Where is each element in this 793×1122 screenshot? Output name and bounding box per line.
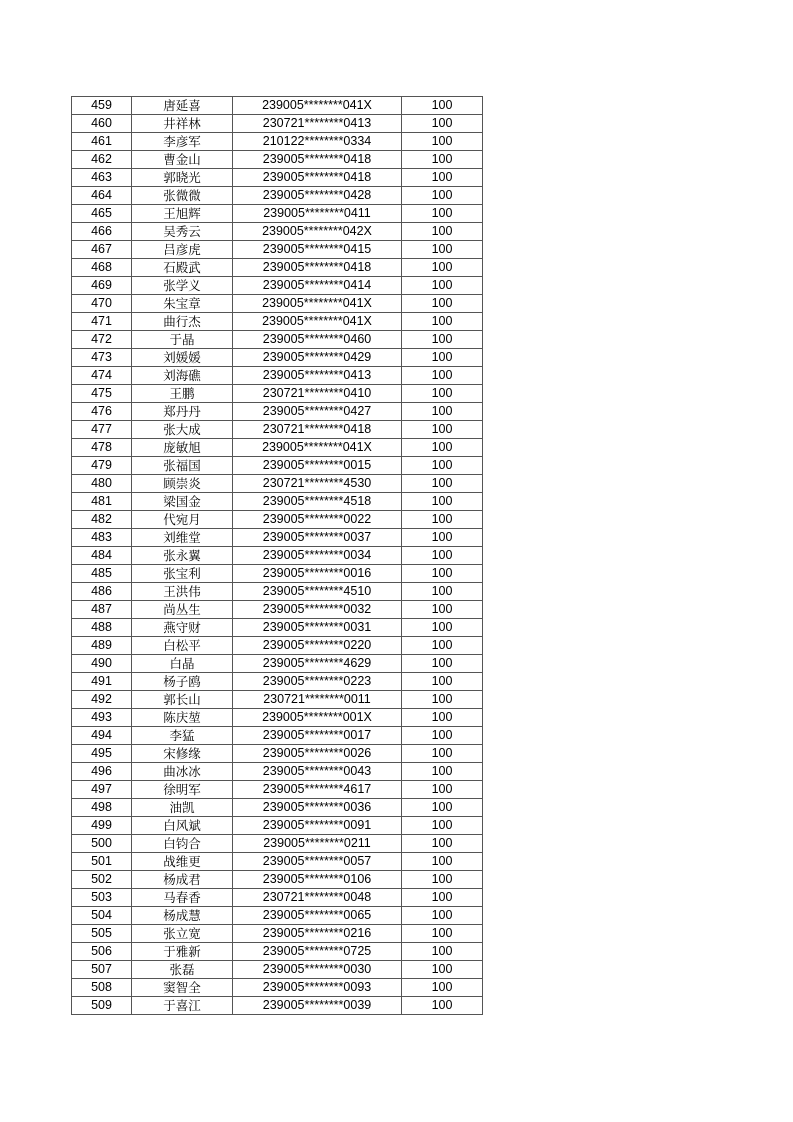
id-number: 239005********0413 (233, 367, 402, 385)
person-name: 郑丹丹 (132, 403, 233, 421)
score-value: 100 (402, 97, 483, 115)
table-row (72, 493, 483, 511)
score-value: 100 (402, 511, 483, 529)
score-value: 100 (402, 961, 483, 979)
row-number: 481 (72, 493, 132, 511)
row-number: 484 (72, 547, 132, 565)
person-name: 于晶 (132, 331, 233, 349)
table-row (72, 601, 483, 619)
table-row (72, 817, 483, 835)
table-row (72, 637, 483, 655)
id-number: 239005********0411 (233, 205, 402, 223)
score-value: 100 (402, 655, 483, 673)
table-row (72, 583, 483, 601)
id-number: 239005********0415 (233, 241, 402, 259)
score-value: 100 (402, 619, 483, 637)
table-row (72, 421, 483, 439)
table-row (72, 313, 483, 331)
table-row (72, 259, 483, 277)
score-value: 100 (402, 925, 483, 943)
score-value: 100 (402, 439, 483, 457)
row-number: 483 (72, 529, 132, 547)
table-row (72, 547, 483, 565)
person-name: 于喜江 (132, 997, 233, 1015)
person-name: 燕守财 (132, 619, 233, 637)
score-value: 100 (402, 853, 483, 871)
row-number: 499 (72, 817, 132, 835)
row-number: 494 (72, 727, 132, 745)
row-number: 467 (72, 241, 132, 259)
table-row (72, 763, 483, 781)
person-name: 刘维堂 (132, 529, 233, 547)
roster-table (71, 96, 483, 1015)
score-value: 100 (402, 691, 483, 709)
person-name: 李猛 (132, 727, 233, 745)
person-name: 石殿武 (132, 259, 233, 277)
table-row (72, 691, 483, 709)
person-name: 白松平 (132, 637, 233, 655)
id-number: 239005********0211 (233, 835, 402, 853)
table-row (72, 889, 483, 907)
person-name: 唐延喜 (132, 97, 233, 115)
table-row (72, 565, 483, 583)
id-number: 230721********0011 (233, 691, 402, 709)
person-name: 张微微 (132, 187, 233, 205)
row-number: 480 (72, 475, 132, 493)
id-number: 239005********4617 (233, 781, 402, 799)
table-row (72, 187, 483, 205)
person-name: 杨子鸥 (132, 673, 233, 691)
id-number: 230721********0413 (233, 115, 402, 133)
row-number: 461 (72, 133, 132, 151)
person-name: 朱宝章 (132, 295, 233, 313)
id-number: 239005********0223 (233, 673, 402, 691)
id-number: 239005********0036 (233, 799, 402, 817)
table-row (72, 241, 483, 259)
row-number: 473 (72, 349, 132, 367)
score-value: 100 (402, 673, 483, 691)
score-value: 100 (402, 727, 483, 745)
person-name: 白晶 (132, 655, 233, 673)
score-value: 100 (402, 529, 483, 547)
row-number: 479 (72, 457, 132, 475)
person-name: 李彦军 (132, 133, 233, 151)
id-number: 239005********0418 (233, 151, 402, 169)
row-number: 470 (72, 295, 132, 313)
person-name: 郭晓光 (132, 169, 233, 187)
id-number: 239005********0015 (233, 457, 402, 475)
person-name: 战维更 (132, 853, 233, 871)
score-value: 100 (402, 349, 483, 367)
row-number: 459 (72, 97, 132, 115)
table-row (72, 709, 483, 727)
person-name: 张立宽 (132, 925, 233, 943)
row-number: 501 (72, 853, 132, 871)
id-number: 239005********0037 (233, 529, 402, 547)
id-number: 239005********4510 (233, 583, 402, 601)
score-value: 100 (402, 367, 483, 385)
person-name: 郭长山 (132, 691, 233, 709)
row-number: 493 (72, 709, 132, 727)
row-number: 488 (72, 619, 132, 637)
score-value: 100 (402, 943, 483, 961)
score-value: 100 (402, 745, 483, 763)
id-number: 230721********4530 (233, 475, 402, 493)
table-row (72, 511, 483, 529)
person-name: 白风斌 (132, 817, 233, 835)
person-name: 陈庆堃 (132, 709, 233, 727)
id-number: 210122********0334 (233, 133, 402, 151)
person-name: 杨成君 (132, 871, 233, 889)
score-value: 100 (402, 871, 483, 889)
table-row (72, 115, 483, 133)
id-number: 239005********041X (233, 97, 402, 115)
score-value: 100 (402, 709, 483, 727)
table-row (72, 799, 483, 817)
table-row (72, 349, 483, 367)
score-value: 100 (402, 457, 483, 475)
person-name: 王旭辉 (132, 205, 233, 223)
table-row (72, 475, 483, 493)
person-name: 庞敏旭 (132, 439, 233, 457)
id-number: 239005********0418 (233, 259, 402, 277)
id-number: 239005********0022 (233, 511, 402, 529)
person-name: 刘海礁 (132, 367, 233, 385)
table-row (72, 943, 483, 961)
row-number: 462 (72, 151, 132, 169)
table-row (72, 403, 483, 421)
score-value: 100 (402, 259, 483, 277)
id-number: 239005********0093 (233, 979, 402, 997)
row-number: 506 (72, 943, 132, 961)
id-number: 239005********0725 (233, 943, 402, 961)
table-row (72, 727, 483, 745)
table-row (72, 979, 483, 997)
id-number: 230721********0418 (233, 421, 402, 439)
row-number: 496 (72, 763, 132, 781)
row-number: 471 (72, 313, 132, 331)
row-number: 487 (72, 601, 132, 619)
score-value: 100 (402, 493, 483, 511)
score-value: 100 (402, 907, 483, 925)
id-number: 239005********0016 (233, 565, 402, 583)
table-row (72, 907, 483, 925)
row-number: 491 (72, 673, 132, 691)
row-number: 469 (72, 277, 132, 295)
row-number: 482 (72, 511, 132, 529)
id-number: 239005********0428 (233, 187, 402, 205)
person-name: 王洪伟 (132, 583, 233, 601)
score-value: 100 (402, 763, 483, 781)
score-value: 100 (402, 277, 483, 295)
table-row (72, 529, 483, 547)
table-row (72, 367, 483, 385)
row-number: 476 (72, 403, 132, 421)
id-number: 239005********0414 (233, 277, 402, 295)
id-number: 239005********0065 (233, 907, 402, 925)
score-value: 100 (402, 547, 483, 565)
person-name: 窦智全 (132, 979, 233, 997)
id-number: 239005********0017 (233, 727, 402, 745)
row-number: 490 (72, 655, 132, 673)
id-number: 239005********0032 (233, 601, 402, 619)
table-row (72, 223, 483, 241)
id-number: 239005********0427 (233, 403, 402, 421)
row-number: 468 (72, 259, 132, 277)
person-name: 张学义 (132, 277, 233, 295)
score-value: 100 (402, 187, 483, 205)
row-number: 475 (72, 385, 132, 403)
id-number: 239005********0460 (233, 331, 402, 349)
table-row (72, 457, 483, 475)
score-value: 100 (402, 403, 483, 421)
table-row (72, 295, 483, 313)
table-row (72, 133, 483, 151)
score-value: 100 (402, 223, 483, 241)
row-number: 500 (72, 835, 132, 853)
table-row (72, 205, 483, 223)
person-name: 梁国金 (132, 493, 233, 511)
score-value: 100 (402, 997, 483, 1015)
row-number: 508 (72, 979, 132, 997)
row-number: 472 (72, 331, 132, 349)
table-row (72, 439, 483, 457)
table-row (72, 997, 483, 1015)
id-number: 239005********4518 (233, 493, 402, 511)
score-value: 100 (402, 817, 483, 835)
row-number: 464 (72, 187, 132, 205)
table-row (72, 745, 483, 763)
roster-table-body (72, 97, 483, 1015)
id-number: 239005********0031 (233, 619, 402, 637)
row-number: 502 (72, 871, 132, 889)
score-value: 100 (402, 205, 483, 223)
row-number: 505 (72, 925, 132, 943)
id-number: 239005********0030 (233, 961, 402, 979)
person-name: 马春香 (132, 889, 233, 907)
score-value: 100 (402, 637, 483, 655)
person-name: 曲行杰 (132, 313, 233, 331)
score-value: 100 (402, 835, 483, 853)
person-name: 徐明军 (132, 781, 233, 799)
table-row (72, 619, 483, 637)
table-row (72, 835, 483, 853)
id-number: 239005********041X (233, 295, 402, 313)
row-number: 498 (72, 799, 132, 817)
person-name: 张宝利 (132, 565, 233, 583)
person-name: 曲冰冰 (132, 763, 233, 781)
row-number: 477 (72, 421, 132, 439)
person-name: 井祥林 (132, 115, 233, 133)
score-value: 100 (402, 421, 483, 439)
row-number: 507 (72, 961, 132, 979)
table-row (72, 925, 483, 943)
row-number: 486 (72, 583, 132, 601)
row-number: 478 (72, 439, 132, 457)
table-row (72, 961, 483, 979)
score-value: 100 (402, 313, 483, 331)
row-number: 497 (72, 781, 132, 799)
person-name: 吕彦虎 (132, 241, 233, 259)
score-value: 100 (402, 475, 483, 493)
id-number: 239005********0057 (233, 853, 402, 871)
table-row (72, 331, 483, 349)
id-number: 239005********0039 (233, 997, 402, 1015)
row-number: 466 (72, 223, 132, 241)
id-number: 239005********041X (233, 313, 402, 331)
person-name: 曹金山 (132, 151, 233, 169)
id-number: 239005********0220 (233, 637, 402, 655)
table-row (72, 151, 483, 169)
person-name: 白钧合 (132, 835, 233, 853)
person-name: 宋修缘 (132, 745, 233, 763)
row-number: 489 (72, 637, 132, 655)
score-value: 100 (402, 241, 483, 259)
row-number: 495 (72, 745, 132, 763)
id-number: 230721********0410 (233, 385, 402, 403)
row-number: 465 (72, 205, 132, 223)
score-value: 100 (402, 601, 483, 619)
score-value: 100 (402, 565, 483, 583)
table-row (72, 673, 483, 691)
person-name: 油凯 (132, 799, 233, 817)
id-number: 239005********0043 (233, 763, 402, 781)
person-name: 刘媛媛 (132, 349, 233, 367)
id-number: 239005********0091 (233, 817, 402, 835)
row-number: 509 (72, 997, 132, 1015)
person-name: 吴秀云 (132, 223, 233, 241)
row-number: 492 (72, 691, 132, 709)
score-value: 100 (402, 385, 483, 403)
id-number: 239005********0106 (233, 871, 402, 889)
person-name: 代宛月 (132, 511, 233, 529)
person-name: 张大成 (132, 421, 233, 439)
row-number: 485 (72, 565, 132, 583)
table-row (72, 277, 483, 295)
score-value: 100 (402, 169, 483, 187)
id-number: 239005********041X (233, 439, 402, 457)
score-value: 100 (402, 889, 483, 907)
id-number: 239005********0034 (233, 547, 402, 565)
id-number: 239005********0216 (233, 925, 402, 943)
score-value: 100 (402, 115, 483, 133)
table-row (72, 781, 483, 799)
id-number: 230721********0048 (233, 889, 402, 907)
row-number: 460 (72, 115, 132, 133)
table-row (72, 169, 483, 187)
table-row (72, 97, 483, 115)
person-name: 王鹏 (132, 385, 233, 403)
row-number: 503 (72, 889, 132, 907)
table-row (72, 853, 483, 871)
person-name: 尚丛生 (132, 601, 233, 619)
table-row (72, 385, 483, 403)
row-number: 463 (72, 169, 132, 187)
id-number: 239005********001X (233, 709, 402, 727)
person-name: 顾崇炎 (132, 475, 233, 493)
score-value: 100 (402, 331, 483, 349)
row-number: 504 (72, 907, 132, 925)
table-row (72, 871, 483, 889)
id-number: 239005********042X (233, 223, 402, 241)
score-value: 100 (402, 583, 483, 601)
score-value: 100 (402, 133, 483, 151)
person-name: 张永翼 (132, 547, 233, 565)
score-value: 100 (402, 799, 483, 817)
score-value: 100 (402, 781, 483, 799)
person-name: 杨成慧 (132, 907, 233, 925)
score-value: 100 (402, 151, 483, 169)
score-value: 100 (402, 295, 483, 313)
row-number: 474 (72, 367, 132, 385)
person-name: 于雅新 (132, 943, 233, 961)
id-number: 239005********0429 (233, 349, 402, 367)
person-name: 张磊 (132, 961, 233, 979)
id-number: 239005********4629 (233, 655, 402, 673)
score-value: 100 (402, 979, 483, 997)
id-number: 239005********0026 (233, 745, 402, 763)
table-row (72, 655, 483, 673)
id-number: 239005********0418 (233, 169, 402, 187)
person-name: 张福国 (132, 457, 233, 475)
